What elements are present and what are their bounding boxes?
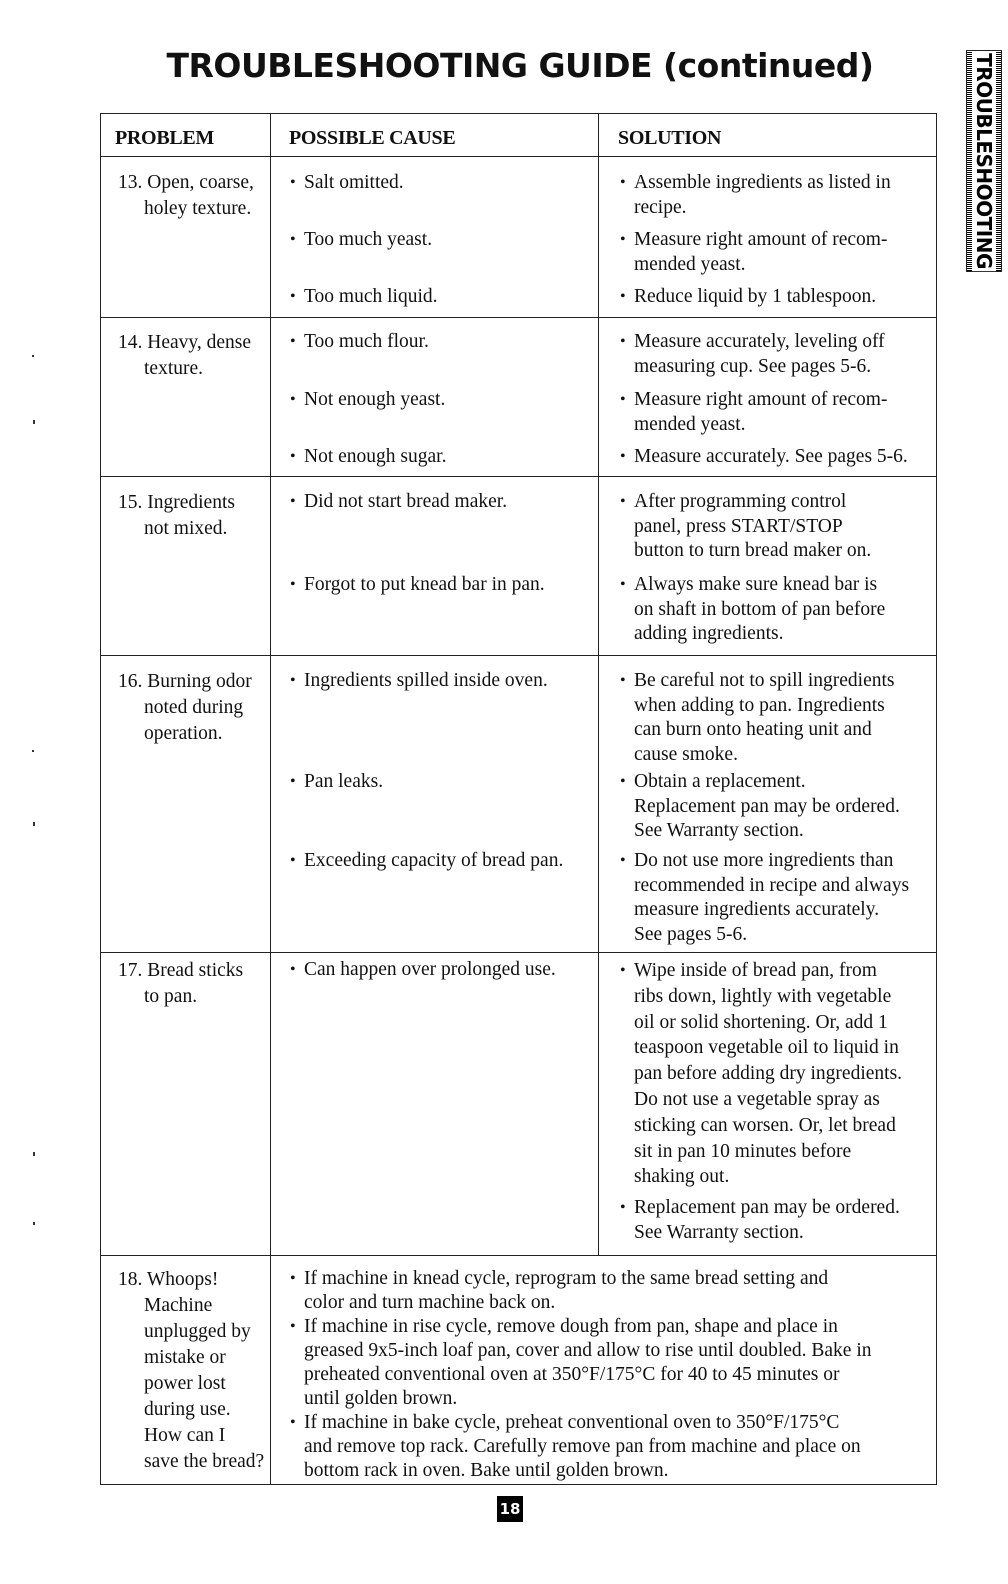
problem-number: 14. (118, 332, 143, 353)
problem-13 (118, 170, 254, 222)
problem-line: operation. (144, 723, 223, 744)
row-divider (101, 317, 936, 318)
row-divider (101, 476, 936, 477)
solution-item: • If machine in rise cycle, remove dough from pan, shape and place in greased 9x5-inch loaf pan, cover and allow to rise until doubled. Bake in preheated conventional oven at 350°F/175°C for 40 to 45 minutes or until golden brown. (304, 1315, 934, 1411)
side-section-tab (966, 50, 1002, 272)
solution-item: • Measure right amount of recom- mended yeast. (634, 228, 934, 277)
problem-15 (118, 490, 235, 542)
cause-item: • Too much flour. (304, 330, 429, 355)
problem-16 (118, 669, 252, 747)
page-number: 18 (497, 1496, 523, 1522)
problem-line: save the bread? (144, 1451, 265, 1472)
problem-line: Bread sticks (147, 960, 244, 981)
problem-line: not mixed. (144, 518, 228, 539)
problem-number: 17. (118, 960, 143, 981)
page-title: TROUBLESHOOTING GUIDE (continued) (166, 46, 874, 85)
problem-line: during use. (144, 1399, 231, 1420)
cause-item: • Not enough yeast. (304, 388, 445, 413)
row-divider (101, 952, 936, 953)
column-divider-cause (598, 114, 599, 1255)
problem-line: texture. (144, 358, 204, 379)
header-solution: SOLUTION (618, 127, 722, 149)
cause-item: • Ingredients spilled inside oven. (304, 669, 548, 694)
problem-line: How can I (144, 1425, 226, 1446)
troubleshooting-table (100, 113, 937, 1485)
solution-item: • Replacement pan may be ordered. See Warranty section. (634, 1196, 934, 1245)
solution-item: • If machine in knead cycle, reprogram to the same bread setting and color and turn machine back on. (304, 1267, 934, 1315)
cause-item: • Pan leaks. (304, 770, 383, 795)
cause-item: • Did not start bread maker. (304, 490, 507, 515)
solution-item: • If machine in bake cycle, preheat conventional oven to 350°F/175°C and remove top rack. Carefully remove pan from machine and place on bottom rack in oven. Bake until golden brown. (304, 1411, 934, 1483)
solution-item: • Assemble ingredients as listed in recipe. (634, 171, 934, 220)
side-tab-label: TROUBLESHOOTING (972, 53, 996, 269)
problem-line: mistake or (144, 1347, 226, 1368)
problem-number: 18. (118, 1269, 143, 1290)
cause-item: • Exceeding capacity of bread pan. (304, 849, 563, 874)
problem-number: 15. (118, 492, 143, 513)
cause-item: • Salt omitted. (304, 171, 404, 196)
problem-line: Heavy, dense (147, 332, 252, 353)
scan-speck (33, 822, 35, 826)
solution-item: • Obtain a replacement. Replacement pan may be ordered. See Warranty section. (634, 770, 934, 844)
cause-item: • Too much yeast. (304, 228, 432, 253)
problem-line: Open, coarse, (147, 172, 254, 193)
cause-item: • Forgot to put knead bar in pan. (304, 573, 545, 598)
problem-17 (118, 958, 243, 1010)
solution-item: • Be careful not to spill ingredients when adding to pan. Ingredients can burn onto heating unit and cause smoke. (634, 669, 934, 767)
scan-speck (33, 1152, 35, 1156)
problem-line: holey texture. (144, 198, 252, 219)
problem-number: 16. (118, 671, 143, 692)
solution-item: • After programming control panel, press START/STOP button to turn bread maker on. (634, 490, 934, 564)
header-divider (101, 156, 936, 157)
solution-item: • Wipe inside of bread pan, from ribs down, lightly with vegetable oil or solid shortening. Or, add 1 teaspoon vegetable oil to liquid in pan before adding dry ingredients. Do not use a vegetable spray as sticking can worsen. Or, let bread sit in pan 10 minutes before shaking out. (634, 958, 934, 1190)
problem-line: Ingredients (147, 492, 235, 513)
cause-item: • Not enough sugar. (304, 445, 446, 470)
problem-line: to pan. (144, 986, 198, 1007)
problem-line: unplugged by (144, 1321, 251, 1342)
scan-speck (33, 420, 35, 424)
solution-item: • Measure accurately. See pages 5-6. (634, 445, 934, 470)
header-possible-cause: POSSIBLE CAUSE (289, 127, 456, 149)
row-divider (101, 655, 936, 656)
problem-18 (118, 1267, 264, 1475)
problem-line: power lost (144, 1373, 226, 1394)
problem-line: noted during (144, 697, 244, 718)
solution-item: • Measure accurately, leveling off measuring cup. See pages 5-6. (634, 330, 934, 379)
column-divider-problem (270, 114, 271, 1484)
scan-speck (32, 750, 34, 752)
solution-item: • Do not use more ingredients than recommended in recipe and always measure ingredients accurately. See pages 5-6. (634, 849, 934, 947)
problem-line: Machine (144, 1295, 213, 1316)
scan-speck (33, 1222, 35, 1225)
cause-item: • Too much liquid. (304, 285, 438, 310)
solution-item: • Always make sure knead bar is on shaft in bottom of pan before adding ingredients. (634, 573, 934, 647)
problem-line: Whoops! (146, 1269, 219, 1290)
cause-item: • Can happen over prolonged use. (304, 958, 556, 983)
row-divider (101, 1255, 936, 1256)
problem-line: Burning odor (147, 671, 252, 692)
solution-item: • Reduce liquid by 1 tablespoon. (634, 285, 934, 310)
scan-speck (32, 355, 34, 357)
problem-14 (118, 330, 251, 382)
header-problem: PROBLEM (115, 127, 215, 149)
solution-item: • Measure right amount of recom- mended yeast. (634, 388, 934, 437)
problem-number: 13. (118, 172, 143, 193)
